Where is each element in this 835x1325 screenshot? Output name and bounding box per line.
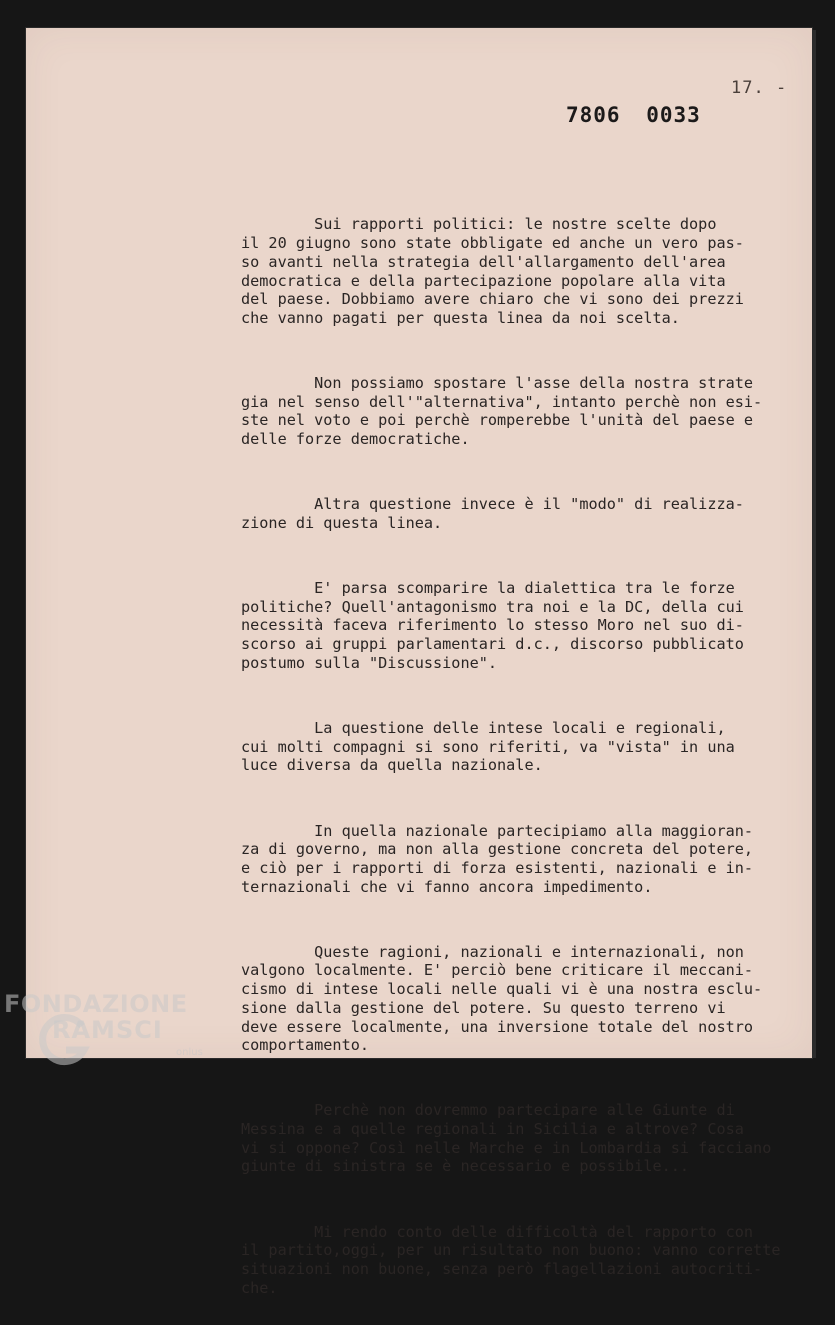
gramsci-g-logo-icon [38, 1010, 90, 1070]
page-number: 17. - [731, 78, 788, 98]
typewritten-body [241, 178, 811, 1325]
fondazione-gramsci-watermark [4, 990, 203, 1059]
watermark-line2: RAMSCI [52, 1016, 163, 1044]
paragraph-3: Altra questione invece è il "modo" di realizza- zione di questa linea. [241, 495, 744, 532]
paragraph-2: Non possiamo spostare l'asse della nostra strate gia nel senso dell'"alternativa", intanto perchè non esi- ste nel voto e poi perchè romperebbe l'unità del paese e delle forze democratiche. [241, 374, 763, 449]
archive-code-stamp: 7806 0033 [566, 103, 701, 127]
paragraph-4: E' parsa scomparire la dialettica tra le forze politiche? Quell'antagonismo tra noi e la DC, della cui necessità faceva riferimento lo stesso Moro nel suo di- scorso ai gruppi parlamentari d.c., discorso pubblicato postumo sulla "Discussione". [241, 579, 744, 672]
paragraph-9: Mi rendo conto delle difficoltà del rapporto con il partito,oggi, per un risultato non buono: vanno corrette situazioni non buone, senza però flagellazioni autocriti- che. [241, 1222, 781, 1297]
paragraph-8: Perchè non dovremmo partecipare alle Giunte di Messina e a quelle regionali in Sicilia e altrove? Cosa vi si oppone? Così nelle Marche e in Lombardia si facciano giunte di sinistra se è necessario e possibile... [241, 1101, 772, 1176]
watermark-line1: FONDAZIONE [4, 990, 188, 1018]
paragraph-7: Queste ragioni, nazionali e internazionali, non valgono localmente. E' perciò bene criticare il meccani- cismo di intese locali nelle quali vi è una nostra esclu- sione dalla gestione del potere. Su questo terreno vi deve essere localmente, una inversione totale del nostro comportamento. [241, 942, 763, 1055]
watermark-sub: onlus [176, 1047, 203, 1058]
paragraph-1: Sui rapporti politici: le nostre scelte dopo il 20 giugno sono state obbligate ed anche un vero pas- so avanti nella strategia dell'allargamento dell'area democratica e della partecipazione popolare alla vita del paese. Dobbiamo avere chiaro che vi sono dei prezzi che vanno pagati per questa linea da noi scelta. [241, 215, 744, 327]
paragraph-6: In quella nazionale partecipiamo alla maggioran- za di governo, ma non alla gestione concreta del potere, e ciò per i rapporti di forza esistenti, nazionali e in- ternazionali che vi fanno ancora impedimento. [241, 821, 754, 896]
paragraph-5: La questione delle intese locali e regionali, cui molti compagni si sono riferiti, va "vista" in una luce diversa da quella nazionale. [241, 718, 735, 775]
